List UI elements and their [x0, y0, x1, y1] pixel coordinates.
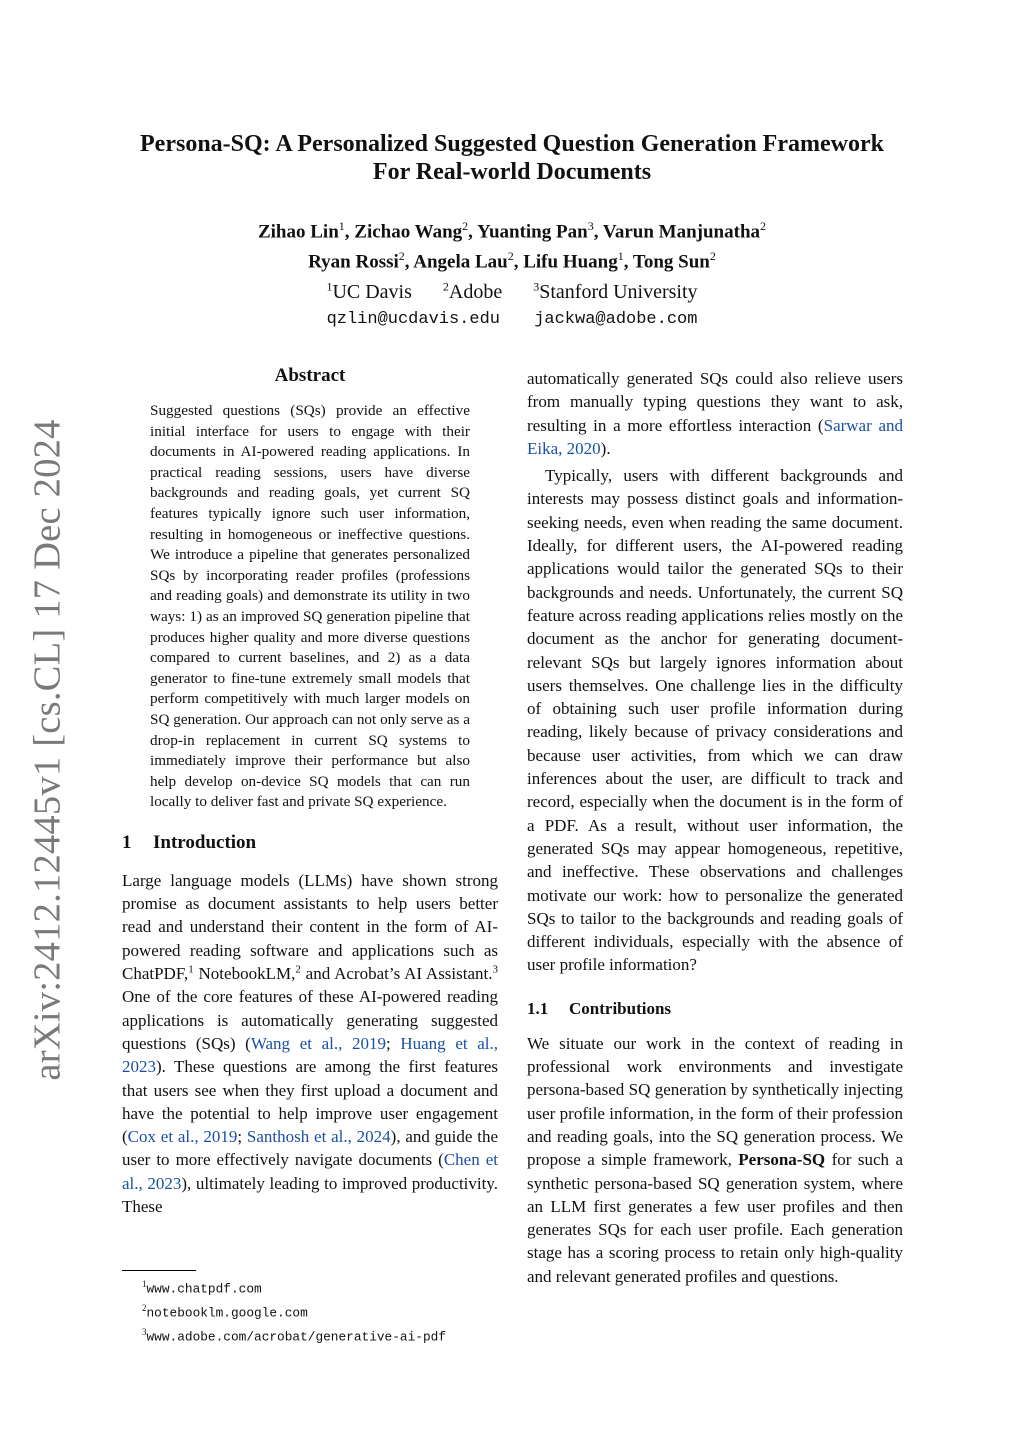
subsection-heading-contributions [527, 999, 903, 1019]
footnote-divider [122, 1270, 196, 1271]
contributions-paragraph [527, 1032, 903, 1288]
affiliation-mark: 2 [442, 279, 449, 294]
abstract-text: Suggested questions (SQs) provide an effective initial interface for users to engage with their documents in AI-powered reading applications. In practical reading sessions, users have diverse backgrounds and reading goals, yet current SQ features typically ignore such user information, resulting in homogeneous or ineffective questions. We introduce a pipeline that generates personalized SQs by incorporating reader profiles (professions and reading goals) and demonstrate its utility in two ways: 1) as an improved SQ generation pipeline that produces higher quality and more diverse questions compared to current baselines, and 2) as a data generator to fine-tune extremely small models that perform competitively with much larger models on SQ generation. Our approach can not only serve as a drop-in replacement in current SQ systems to immediately improve their performance but also help develop on-device SQ models that can run locally to deliver fast and private SQ experience. [150, 402, 470, 811]
author-affiliation-mark: 1 [617, 249, 624, 264]
author-line-1 [100, 214, 924, 244]
section-title: Introduction [153, 831, 257, 853]
author-name: Zihao Lin [257, 221, 339, 243]
author-separator: , [344, 221, 355, 243]
author-name: Ryan Rossi [308, 251, 399, 273]
section-heading-introduction [122, 832, 498, 854]
author-affiliation-mark: 1 [338, 219, 345, 233]
footnote-url[interactable]: www.chatpdf.com [146, 1281, 262, 1297]
footnote-ref[interactable]: 3 [492, 963, 499, 976]
footnotes [142, 1275, 522, 1346]
title-line-2: For Real-world Documents [372, 159, 652, 185]
text-run: One of the core features of these AI-powered reading applications is automatically generating suggested questions (SQs) ( [122, 987, 498, 1053]
footnote-ref[interactable]: 1 [188, 963, 194, 976]
affiliation [533, 281, 697, 303]
author-affiliation-mark: 2 [709, 249, 716, 264]
author-name: Tong Sun [632, 251, 710, 273]
citation-link[interactable]: Santhosh et al., 2024 [246, 1127, 391, 1147]
abstract-heading: Abstract [274, 365, 346, 386]
affiliation-mark: 1 [326, 279, 333, 294]
text-run: ), ultimately leading to improved productivity. These [122, 1173, 498, 1217]
text-run: ; [237, 1127, 247, 1147]
footnote-url[interactable]: notebooklm.google.com [146, 1305, 308, 1321]
author-affiliation-mark: 2 [507, 249, 514, 264]
author-affiliation-mark: 2 [760, 219, 767, 233]
right-column [527, 367, 903, 1288]
footnote [142, 1299, 522, 1323]
section-number: 1 [122, 831, 132, 853]
author-separator: , [404, 251, 414, 273]
text-run: Large language models (LLMs) have shown strong promise as document assistants to help users better read and understand their content in the form of AI-powered reading software and applications such as ChatPDF, [122, 870, 498, 984]
author-name: Yuanting Pan [476, 221, 588, 243]
title-line-1: Persona-SQ: A Personalized Suggested Question Generation Framework [140, 131, 884, 157]
text-run: ), and guide the user to more effectively navigate documents ( [122, 1127, 498, 1170]
text-run: automatically generated SQs could also relieve users from manually typing questions they want to ask, resulting in a more effortless interaction ( [527, 369, 903, 435]
footnote-number: 2 [142, 1302, 147, 1313]
author-separator: , [468, 221, 477, 243]
paper-title [100, 130, 924, 186]
author-block [100, 214, 924, 332]
arxiv-identifier [8, 419, 88, 1081]
author-separator: , [593, 221, 603, 243]
affiliation-name: Stanford University [539, 281, 698, 304]
author-name: Lifu Huang [523, 251, 618, 273]
citation-link[interactable]: Wang et al., 2019 [250, 1033, 386, 1053]
affiliation-name: UC Davis [332, 281, 412, 304]
affiliation-mark: 3 [533, 279, 540, 294]
text-run: We situate our work in the context of reading in professional work environments and investigate persona-based SQ generation by synthetically injecting user profile information, in the form of their profession and reading goals, into the SQ generation process. We propose a simple framework, [527, 1033, 903, 1170]
author-affiliation-mark: 2 [398, 249, 405, 264]
affiliation [443, 281, 502, 303]
text-run: ; [386, 1033, 401, 1053]
footnote-ref[interactable]: 2 [295, 963, 301, 976]
author-separator: , [623, 251, 633, 273]
citation-link[interactable]: Huang et al., 2023 [122, 1033, 498, 1077]
footnote [142, 1323, 522, 1347]
text-run: and Acrobat’s AI Assistant. [300, 964, 493, 984]
text-run: ). These questions are among the first features that users see when they first upload a document and have the potential to help improve user engagement ( [122, 1057, 498, 1147]
affiliations [100, 275, 924, 305]
citation-link[interactable]: Chen et al., 2023 [122, 1150, 498, 1193]
subsection-number: 1.1 [527, 998, 549, 1018]
text-run: for such a synthetic persona-based SQ generation system, where an LLM first generates a few user profiles and then generates SQs for each user profile. Each generation stage has a scoring process to retain only high-quality and relevant generated profiles and questions. [527, 1150, 903, 1286]
affiliation [326, 281, 411, 303]
text-run: ). [600, 438, 611, 458]
arxiv-id-text: arXiv:2412.12445v1 [cs.CL] 17 Dec 2024 [27, 419, 70, 1081]
footnote-url[interactable]: www.adobe.com/acrobat/generative-ai-pdf [146, 1328, 446, 1344]
email-link[interactable]: qzlin@ucdavis.edu [326, 310, 500, 330]
author-name: Zichao Wang [354, 221, 463, 243]
author-affiliation-mark: 2 [462, 219, 469, 233]
affiliation-name: Adobe [448, 281, 503, 304]
citation-link[interactable]: Cox et al., 2019 [127, 1127, 238, 1147]
author-separator: , [513, 251, 524, 273]
footnote-number: 1 [142, 1279, 147, 1289]
intro-paragraph [122, 869, 498, 1218]
citation-link[interactable]: Sarwar and Eika, 2020 [527, 415, 903, 458]
framework-name: Persona-SQ [738, 1150, 826, 1170]
emails [100, 308, 924, 332]
left-column [122, 365, 498, 1218]
author-line-2 [100, 244, 924, 274]
email-link[interactable]: jackwa@adobe.com [534, 310, 698, 330]
continued-paragraph [527, 367, 903, 460]
author-affiliation-mark: 3 [587, 219, 594, 233]
motivation-paragraph: Typically, users with different backgrounds and interests may possess distinct goals and information-seeking needs, even when reading the same document. Ideally, for different users, the AI-powered reading applications would tailor the generated SQs to their backgrounds and needs. Unfortunately, the current SQ feature across reading applications relies mostly on the document as the anchor for generating document-relevant SQs but largely ignores information about users themselves. One challenge lies in the difficulty of obtaining such user profile information during reading, likely because of privacy considerations and because user activities, from which we can draw inferences about the user, are difficult to track and record, especially when the document is in the form of a PDF. As a result, without user information, the generated SQs may appear homogeneous, repetitive, and ineffective. These observations and challenges motivate our work: how to personalize the generated SQs to tailor to the backgrounds and reading goals of different individuals, especially with the absence of user profile information? [527, 466, 903, 975]
text-run: NotebookLM, [193, 964, 296, 984]
author-name: Varun Manjunatha [602, 221, 761, 243]
author-name: Angela Lau [413, 251, 508, 273]
footnote [142, 1275, 522, 1299]
subsection-title: Contributions [569, 998, 672, 1018]
footnote-number: 3 [142, 1326, 147, 1337]
